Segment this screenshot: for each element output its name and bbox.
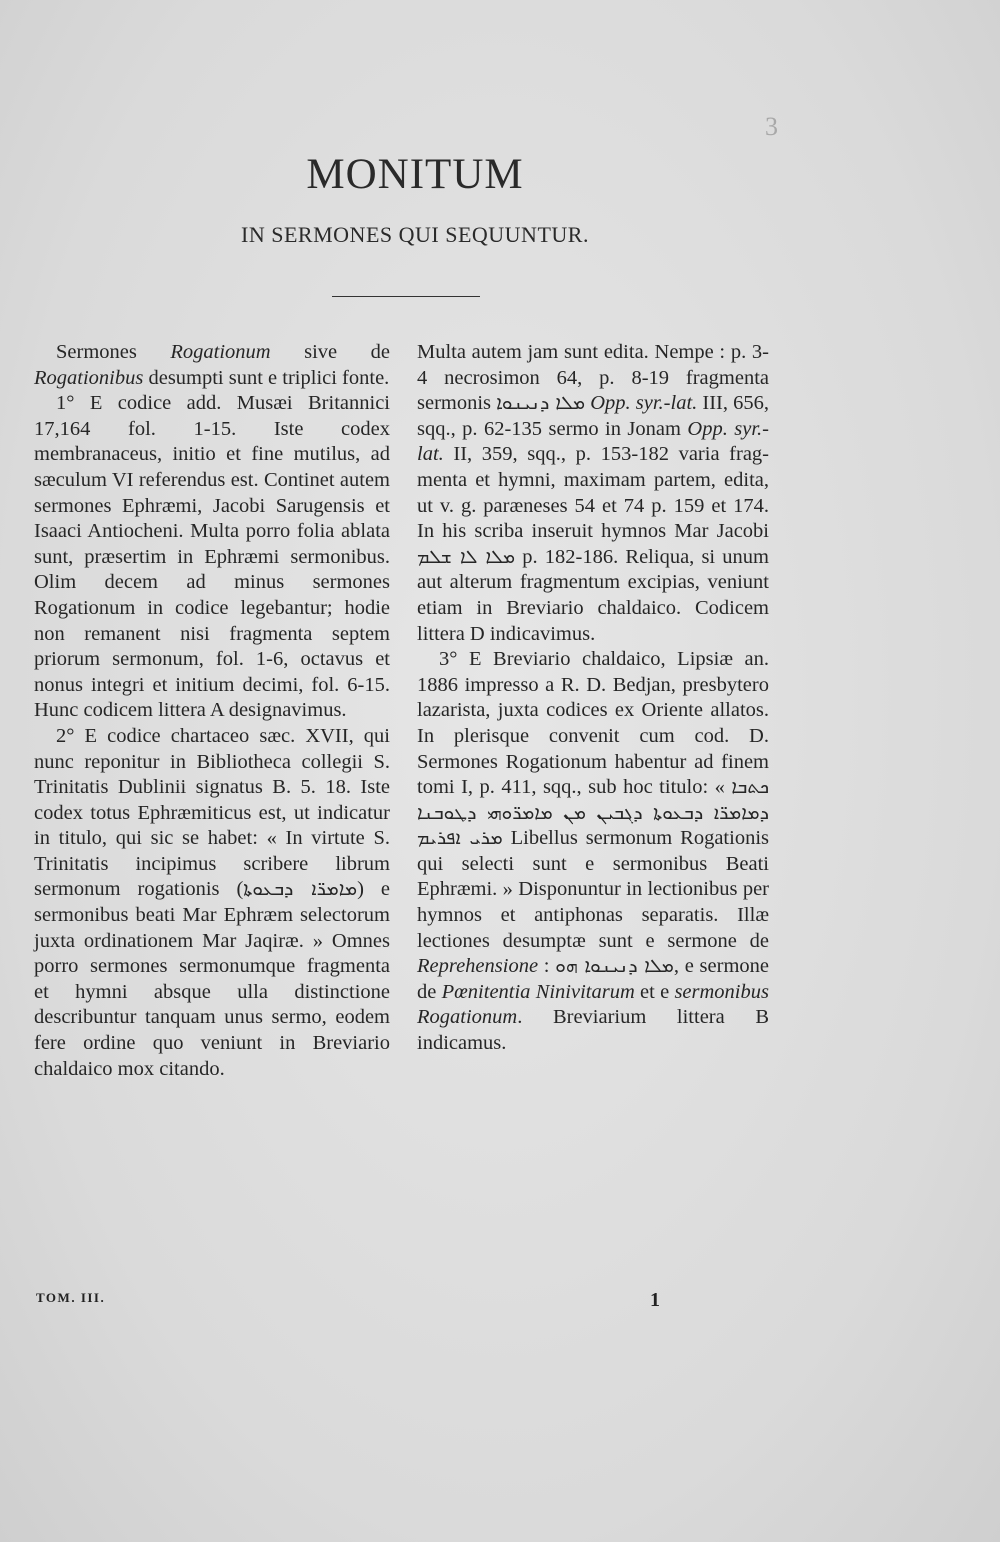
page-number: 1	[650, 1289, 660, 1311]
left-column	[34, 340, 390, 1082]
title-rule	[332, 296, 480, 297]
right-paragraph-2: 3° E Breviario chaldaico, Lipsiæ an. 1886 impresso a R. D. Bedjan, presbytero lazarista, juxta codices ex Oriente allatos. In plerisque convenit cum cod. D. Sermones Rogationum habentur ad finem tomi I, p. 411, sqq., sub hoc titulo: « ܟܬܒܐ ܕܡܐܡܪ̈ܐ ܕܒܥܘܬܐ ܕܓܒܝܢ ܡܢ ܡܐܡܪ̈ܘܗܝ ܕܛܘܒܢܐ ܡܪܝ ܐܦܪܝܡ Libellus sermonum Rogationis qui selecti sunt e sermonibus Beati Ephræmi. » Disponuntur in lectionibus per hymnos et antiphonas separatis. Illæ lectiones desumptæ sunt e sermone de Reprehensione : ܡܠܐ ܕܢܝܢܘܐ ܗܘ, e sermone de Pœnitentia Ninivitarum et e sermonibus Rogationum. Breviarium littera B indicamus.	[417, 648, 770, 1055]
page-subtitle: IN SERMONES QUI SEQUUNTUR.	[241, 222, 589, 247]
left-paragraph-3: 2° E codice chartaceo sæc. XVII, qui nunc reponitur in Bibliotheca collegii S. Trinitatis Dublinii signatus B. 5. 18. Iste codex totus Ephræmiticus est, ut indicatur in titulo, qui sic se habet: « In virtute S. Trinitatis incipimus scribere librum sermonum rogationis (ܡܐܡܪ̈ܐ ܕܒܥܘܬܐ) e sermonibus beati Mar Ephræm selectorum juxta ordinationem Mar Jaqiræ. » Omnes porro sermones sermonumque fragmenta et hymni absque ulla distinctione describuntur tanquam unus sermo, eodem fere ordine quo veniunt in Breviario chaldaico mox citando.	[34, 724, 390, 1080]
right-column	[417, 340, 769, 1057]
bleed-through-marks: 3	[765, 112, 778, 141]
left-paragraph-2: 1° E codice add. Musæi Britannici 17,164 fol. 1-15. Iste codex membranaceus, initio et fine mutilus, ad sæculum VI referendus est. Continet autem sermones Ephræmi, Jacobi Sarugensis et Isaaci Antiocheni. Multa porro folia ablata sunt, præsertim in Ephræmi sermonibus. Olim decem ad minus sermones Rogationum in codice legebantur; hodie non remanent nisi fragmenta septem priorum sermonum, fol. 1-6, octavus et nonus integri et initium decimi, fol. 6-15. Hunc codicem littera A designavimus.	[34, 392, 390, 722]
page-title: MONITUM	[306, 151, 524, 198]
right-paragraph-1: Multa autem jam sunt edita. Nempe : p. 3-4 necrosimon 64, p. 8-19 fragmenta sermonis ܡܠܐ ܕܢܝܢܘܐ Opp. syr.-lat. III, 656, sqq., p. 62-135 sermo in Jonam Opp. syr.-lat. II, 359, sqq., p. 153-182 varia fragmenta et hymni, maximam partem, edita, ut v. g. paræneses 54 et 74 p. 159 et 174. In his scriba inseruit hymnos Mar Jacobi ܡܠܐ ܠܐ ܫܠܡ p. 182-186. Reliqua, si unum aut alterum fragmentum excipias, veniunt etiam in Breviario chaldaico. Codicem littera D indicavimus.	[417, 341, 770, 645]
signature-mark: TOM. III.	[36, 1290, 106, 1305]
left-paragraph-1: Sermones Rogationum sive de Rogationibus desumpti sunt e triplici fonte.	[34, 341, 390, 389]
